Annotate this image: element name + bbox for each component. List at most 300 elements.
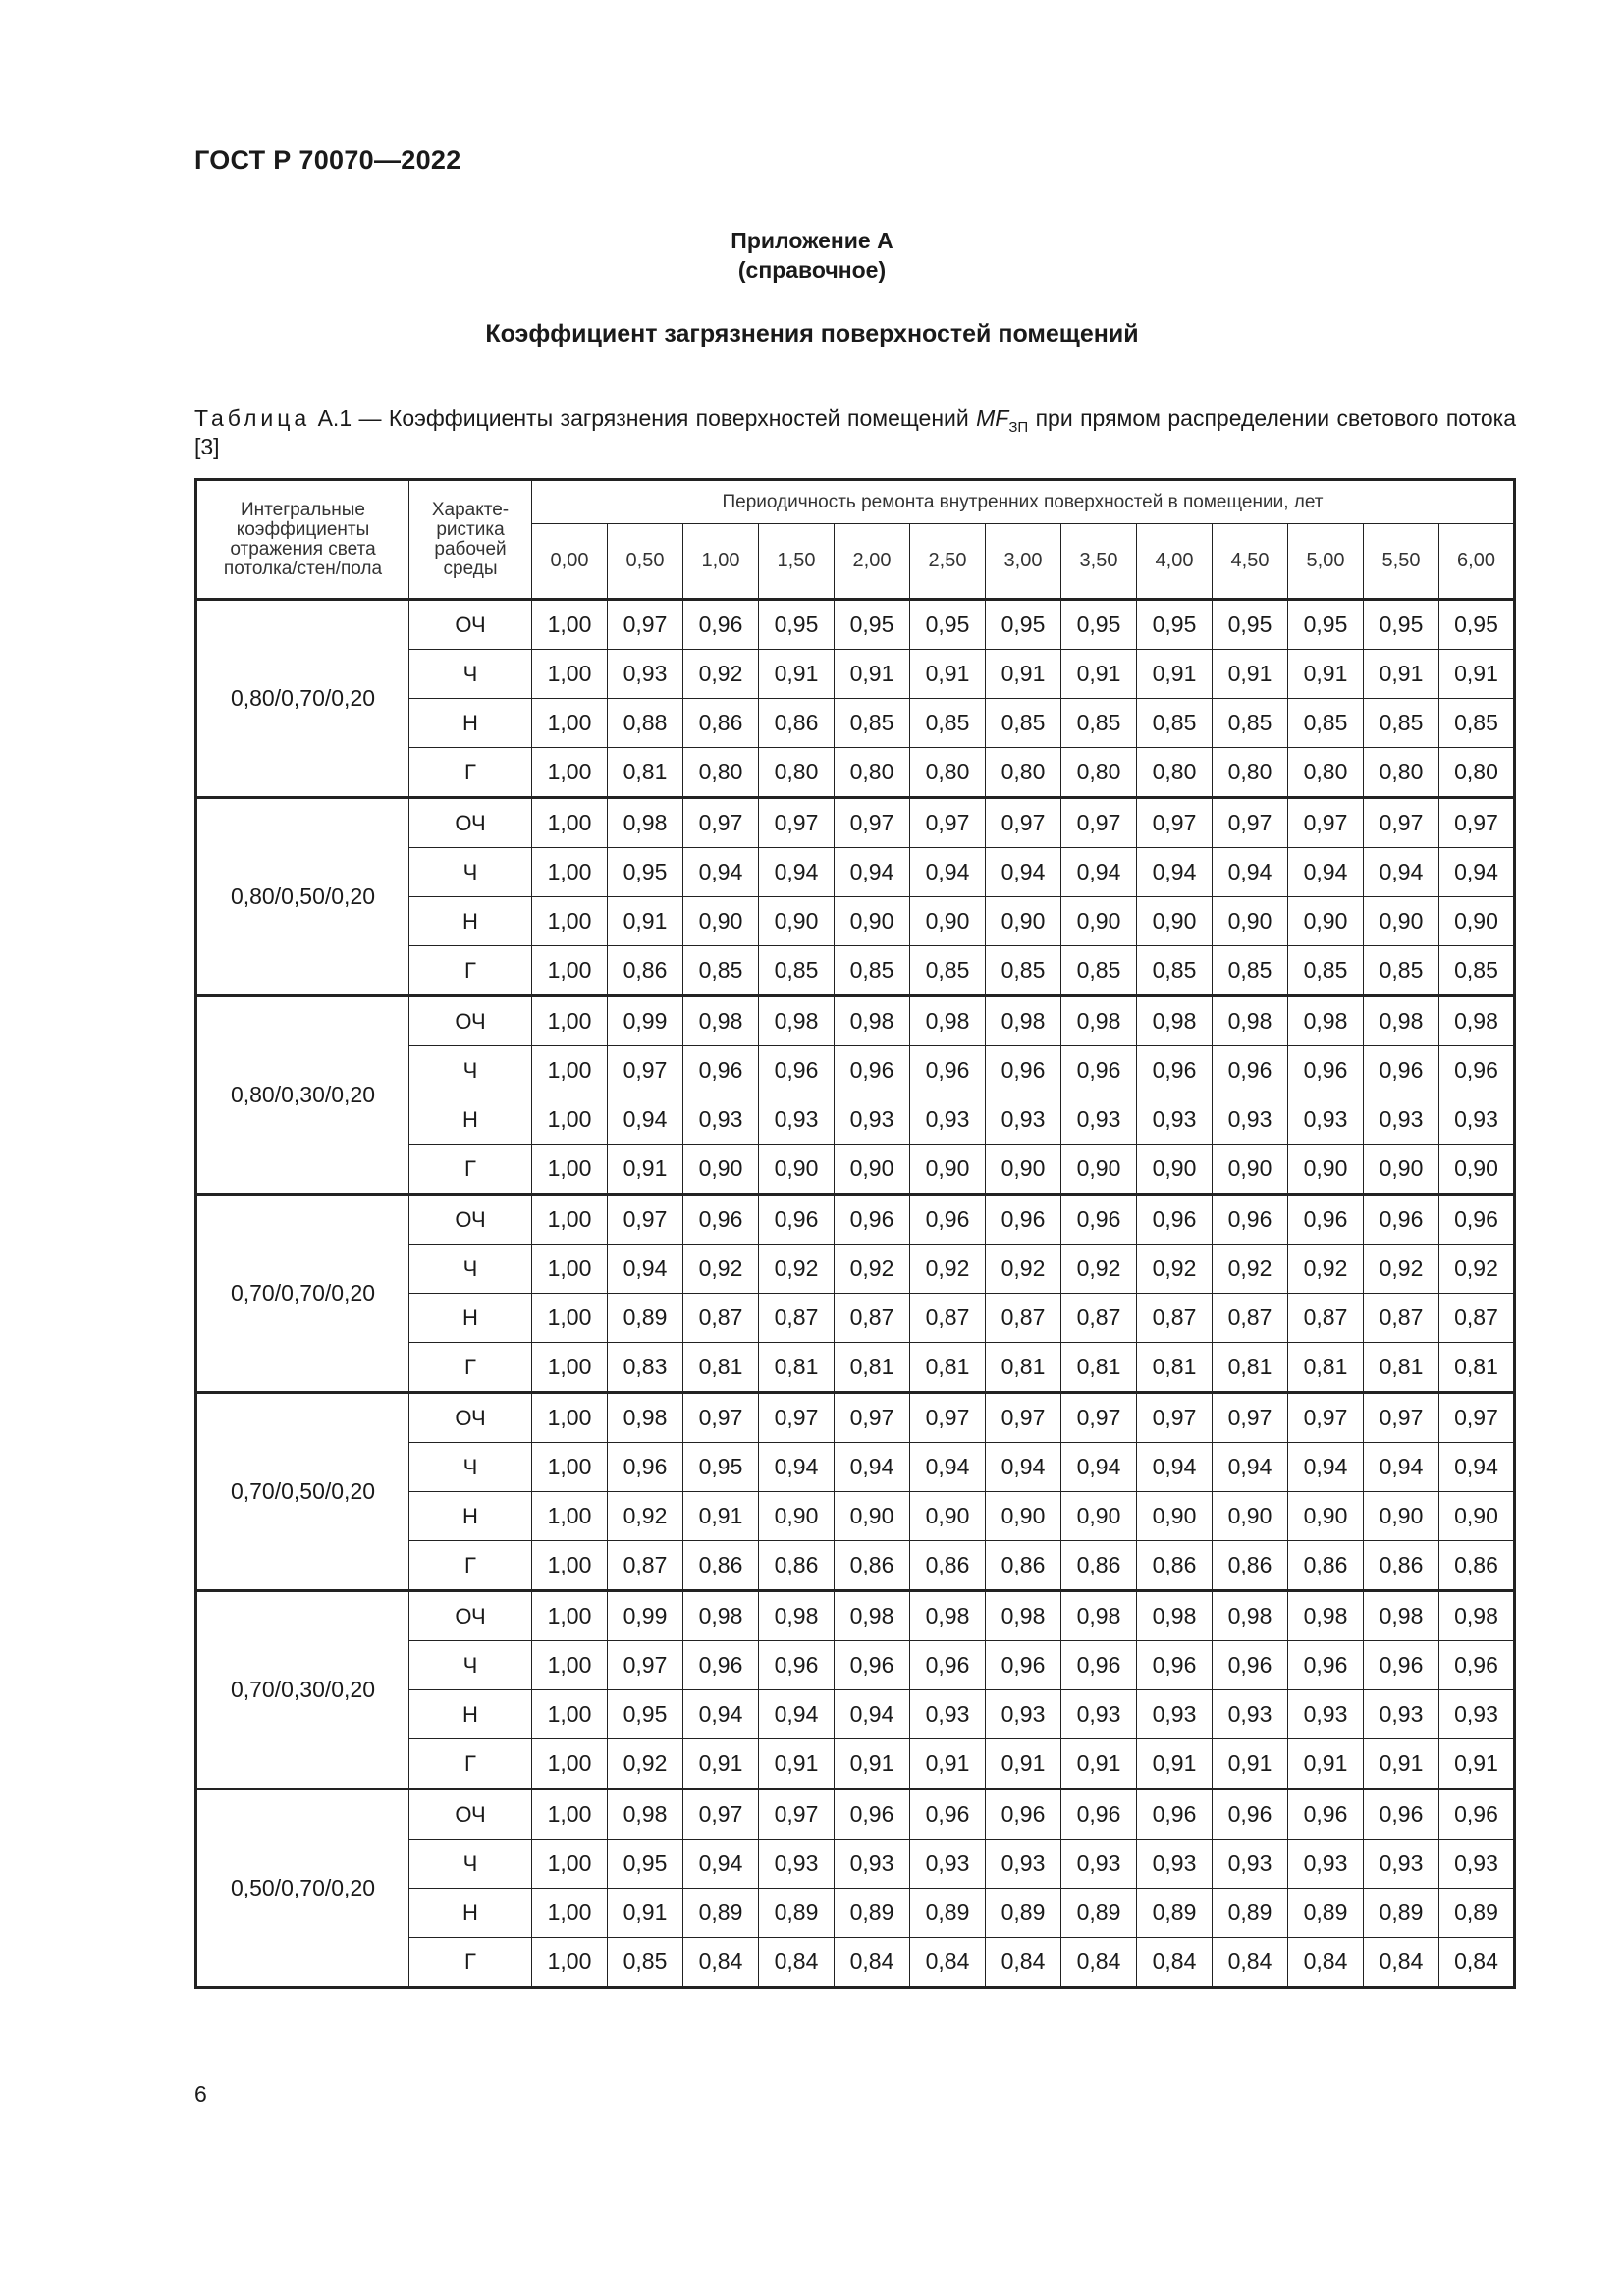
value-cell: 1,00 [532, 1840, 608, 1889]
value-cell: 0,97 [1288, 1393, 1364, 1443]
medium-cell: ОЧ [409, 600, 532, 650]
value-cell: 1,00 [532, 600, 608, 650]
value-cell: 0,97 [1364, 1393, 1439, 1443]
period-header-cell: 6,00 [1439, 524, 1515, 600]
value-cell: 0,94 [759, 848, 835, 897]
value-cell: 0,93 [683, 1095, 759, 1145]
period-header-cell: 3,50 [1061, 524, 1137, 600]
medium-cell: Ч [409, 1245, 532, 1294]
value-cell: 0,91 [835, 1739, 910, 1789]
value-cell: 0,90 [1137, 897, 1213, 946]
value-cell: 0,93 [1061, 1690, 1137, 1739]
value-cell: 0,99 [608, 1591, 683, 1641]
value-cell: 0,95 [759, 600, 835, 650]
value-cell: 1,00 [532, 1492, 608, 1541]
value-cell: 0,90 [1213, 897, 1288, 946]
value-cell: 0,98 [1137, 1591, 1213, 1641]
value-cell: 0,85 [835, 946, 910, 996]
value-cell: 0,96 [1364, 1789, 1439, 1840]
value-cell: 0,97 [608, 600, 683, 650]
value-cell: 0,95 [1137, 600, 1213, 650]
table-row [196, 1591, 1515, 1641]
value-cell: 0,81 [759, 1343, 835, 1393]
value-cell: 0,93 [1061, 1840, 1137, 1889]
value-cell: 0,86 [1439, 1541, 1515, 1591]
value-cell: 0,89 [1364, 1889, 1439, 1938]
value-cell: 0,97 [608, 1046, 683, 1095]
value-cell: 0,89 [835, 1889, 910, 1938]
period-header-cell: 5,50 [1364, 524, 1439, 600]
medium-cell: Ч [409, 1840, 532, 1889]
value-cell: 0,94 [986, 848, 1061, 897]
value-cell: 0,93 [835, 1840, 910, 1889]
value-cell: 0,86 [1288, 1541, 1364, 1591]
value-cell: 0,90 [1439, 897, 1515, 946]
value-cell: 1,00 [532, 1690, 608, 1739]
value-cell: 0,91 [683, 1739, 759, 1789]
period-header-cell: 5,00 [1288, 524, 1364, 600]
value-cell: 0,96 [835, 1195, 910, 1245]
value-cell: 1,00 [532, 1195, 608, 1245]
value-cell: 0,97 [759, 798, 835, 848]
value-cell: 0,80 [1288, 748, 1364, 798]
value-cell: 0,86 [910, 1541, 986, 1591]
medium-cell: ОЧ [409, 996, 532, 1046]
value-cell: 0,84 [759, 1938, 835, 1988]
value-cell: 0,91 [1439, 1739, 1515, 1789]
value-cell: 0,94 [683, 1840, 759, 1889]
value-cell: 0,94 [1288, 1443, 1364, 1492]
value-cell: 0,87 [759, 1294, 835, 1343]
value-cell: 0,94 [1439, 1443, 1515, 1492]
table-row [196, 996, 1515, 1046]
period-header-cell: 3,00 [986, 524, 1061, 600]
period-header-cell: 2,50 [910, 524, 986, 600]
value-cell: 0,92 [759, 1245, 835, 1294]
value-cell: 0,95 [608, 1690, 683, 1739]
value-cell: 0,91 [608, 1889, 683, 1938]
value-cell: 0,89 [1439, 1889, 1515, 1938]
value-cell: 0,98 [1213, 1591, 1288, 1641]
table-row [196, 600, 1515, 650]
value-cell: 0,96 [910, 1195, 986, 1245]
page-number: 6 [194, 2081, 207, 2107]
value-cell: 0,94 [910, 848, 986, 897]
value-cell: 0,89 [1288, 1889, 1364, 1938]
value-cell: 0,94 [759, 1443, 835, 1492]
value-cell: 0,84 [986, 1938, 1061, 1988]
value-cell: 0,90 [683, 1145, 759, 1195]
value-cell: 1,00 [532, 1541, 608, 1591]
reflection-group-cell: 0,80/0,30/0,20 [196, 996, 409, 1195]
value-cell: 0,90 [1439, 1492, 1515, 1541]
value-cell: 0,85 [1213, 946, 1288, 996]
value-cell: 0,95 [986, 600, 1061, 650]
medium-cell: Г [409, 1145, 532, 1195]
value-cell: 0,85 [608, 1938, 683, 1988]
value-cell: 0,90 [1364, 1492, 1439, 1541]
value-cell: 0,87 [986, 1294, 1061, 1343]
value-cell: 0,91 [986, 1739, 1061, 1789]
value-cell: 0,98 [1439, 996, 1515, 1046]
value-cell: 0,85 [1364, 946, 1439, 996]
value-cell: 0,97 [608, 1195, 683, 1245]
value-cell: 0,87 [683, 1294, 759, 1343]
value-cell: 0,92 [1061, 1245, 1137, 1294]
value-cell: 0,91 [1439, 650, 1515, 699]
value-cell: 0,96 [835, 1046, 910, 1095]
value-cell: 0,89 [986, 1889, 1061, 1938]
value-cell: 0,97 [683, 1393, 759, 1443]
table-row [196, 1195, 1515, 1245]
value-cell: 1,00 [532, 699, 608, 748]
value-cell: 1,00 [532, 650, 608, 699]
value-cell: 0,97 [1439, 798, 1515, 848]
value-cell: 1,00 [532, 748, 608, 798]
value-cell: 0,98 [683, 1591, 759, 1641]
value-cell: 0,86 [986, 1541, 1061, 1591]
value-cell: 0,98 [1213, 996, 1288, 1046]
value-cell: 0,94 [1213, 1443, 1288, 1492]
value-cell: 0,96 [986, 1641, 1061, 1690]
value-cell: 0,85 [1137, 946, 1213, 996]
value-cell: 0,90 [1213, 1492, 1288, 1541]
value-cell: 0,93 [910, 1690, 986, 1739]
value-cell: 0,94 [1137, 1443, 1213, 1492]
value-cell: 0,91 [1364, 650, 1439, 699]
value-cell: 0,92 [608, 1739, 683, 1789]
medium-cell: Н [409, 1492, 532, 1541]
value-cell: 0,90 [1439, 1145, 1515, 1195]
value-cell: 0,91 [1213, 1739, 1288, 1789]
value-cell: 0,97 [759, 1393, 835, 1443]
value-cell: 0,96 [1364, 1046, 1439, 1095]
value-cell: 0,89 [1061, 1889, 1137, 1938]
value-cell: 0,85 [1137, 699, 1213, 748]
value-cell: 0,85 [835, 699, 910, 748]
value-cell: 0,98 [835, 996, 910, 1046]
medium-cell: Н [409, 1294, 532, 1343]
value-cell: 0,80 [683, 748, 759, 798]
value-cell: 0,98 [1288, 996, 1364, 1046]
value-cell: 0,94 [683, 848, 759, 897]
value-cell: 0,95 [835, 600, 910, 650]
value-cell: 0,84 [683, 1938, 759, 1988]
value-cell: 0,92 [1288, 1245, 1364, 1294]
value-cell: 0,95 [1364, 600, 1439, 650]
value-cell: 0,93 [1213, 1690, 1288, 1739]
value-cell: 0,85 [1288, 946, 1364, 996]
value-cell: 0,93 [1364, 1840, 1439, 1889]
value-cell: 0,81 [1439, 1343, 1515, 1393]
value-cell: 0,93 [1213, 1095, 1288, 1145]
value-cell: 0,95 [608, 848, 683, 897]
period-header-cell: 0,50 [608, 524, 683, 600]
value-cell: 0,94 [1364, 848, 1439, 897]
value-cell: 0,96 [1364, 1195, 1439, 1245]
caption-symbol-main: MF [976, 405, 1009, 431]
value-cell: 0,92 [1364, 1245, 1439, 1294]
value-cell: 0,90 [1288, 1145, 1364, 1195]
annex-subtitle: (справочное) [737, 257, 887, 283]
value-cell: 0,91 [759, 1739, 835, 1789]
value-cell: 0,87 [1213, 1294, 1288, 1343]
value-cell: 0,94 [1061, 848, 1137, 897]
value-cell: 0,94 [683, 1690, 759, 1739]
value-cell: 0,97 [1137, 798, 1213, 848]
medium-cell: ОЧ [409, 1789, 532, 1840]
value-cell: 0,90 [910, 897, 986, 946]
value-cell: 0,94 [1137, 848, 1213, 897]
table-row [196, 1789, 1515, 1840]
value-cell: 0,91 [1288, 1739, 1364, 1789]
value-cell: 0,81 [1213, 1343, 1288, 1393]
value-cell: 0,85 [910, 699, 986, 748]
section-title: Коэффициент загрязнения поверхностей помещений [485, 320, 1139, 347]
value-cell: 0,93 [986, 1095, 1061, 1145]
value-cell: 0,98 [835, 1591, 910, 1641]
caption-symbol [976, 405, 1029, 436]
value-cell: 0,84 [1364, 1938, 1439, 1988]
medium-cell: Ч [409, 650, 532, 699]
value-cell: 0,96 [1439, 1046, 1515, 1095]
value-cell: 0,96 [835, 1789, 910, 1840]
value-cell: 0,94 [910, 1443, 986, 1492]
value-cell: 0,92 [835, 1245, 910, 1294]
value-cell: 0,86 [1061, 1541, 1137, 1591]
medium-cell: Г [409, 1541, 532, 1591]
value-cell: 0,95 [1288, 600, 1364, 650]
value-cell: 0,96 [1439, 1789, 1515, 1840]
value-cell: 0,98 [910, 996, 986, 1046]
value-cell: 0,98 [910, 1591, 986, 1641]
annex-title: Приложение А [731, 228, 893, 253]
value-cell: 0,91 [835, 650, 910, 699]
value-cell: 0,96 [683, 1195, 759, 1245]
value-cell: 0,89 [759, 1889, 835, 1938]
value-cell: 0,96 [1288, 1789, 1364, 1840]
value-cell: 1,00 [532, 798, 608, 848]
value-cell: 0,96 [1137, 1641, 1213, 1690]
annex-heading [0, 226, 1624, 285]
value-cell: 0,90 [835, 1492, 910, 1541]
value-cell: 1,00 [532, 1245, 608, 1294]
value-cell: 0,93 [1364, 1095, 1439, 1145]
value-cell: 0,96 [1213, 1641, 1288, 1690]
value-cell: 0,94 [1213, 848, 1288, 897]
value-cell: 1,00 [532, 1591, 608, 1641]
value-cell: 0,90 [683, 897, 759, 946]
value-cell: 0,98 [986, 1591, 1061, 1641]
value-cell: 0,90 [986, 897, 1061, 946]
value-cell: 0,90 [1061, 1492, 1137, 1541]
header-reflection: Интегральные коэффициенты отражения света потолка/стен/пола [196, 480, 409, 600]
value-cell: 0,92 [683, 650, 759, 699]
value-cell: 0,85 [910, 946, 986, 996]
value-cell: 0,96 [986, 1789, 1061, 1840]
value-cell: 0,90 [1364, 1145, 1439, 1195]
value-cell: 0,96 [683, 1046, 759, 1095]
reflection-group-cell: 0,70/0,30/0,20 [196, 1591, 409, 1789]
value-cell: 1,00 [532, 1641, 608, 1690]
value-cell: 0,80 [1061, 748, 1137, 798]
value-cell: 0,90 [1288, 897, 1364, 946]
medium-cell: ОЧ [409, 1195, 532, 1245]
medium-cell: Ч [409, 1443, 532, 1492]
value-cell: 1,00 [532, 1938, 608, 1988]
value-cell: 0,94 [1439, 848, 1515, 897]
value-cell: 0,93 [1364, 1690, 1439, 1739]
value-cell: 0,98 [1061, 996, 1137, 1046]
value-cell: 0,80 [1439, 748, 1515, 798]
value-cell: 0,95 [1061, 600, 1137, 650]
value-cell: 0,93 [1288, 1840, 1364, 1889]
value-cell: 0,97 [986, 1393, 1061, 1443]
value-cell: 0,96 [835, 1641, 910, 1690]
value-cell: 0,98 [608, 798, 683, 848]
value-cell: 0,95 [608, 1840, 683, 1889]
value-cell: 0,94 [608, 1245, 683, 1294]
value-cell: 0,96 [1213, 1046, 1288, 1095]
value-cell: 0,96 [759, 1046, 835, 1095]
value-cell: 1,00 [532, 996, 608, 1046]
reflection-group-cell: 0,70/0,70/0,20 [196, 1195, 409, 1393]
value-cell: 0,84 [1439, 1938, 1515, 1988]
value-cell: 0,90 [759, 1492, 835, 1541]
value-cell: 0,94 [608, 1095, 683, 1145]
period-header-cell: 1,00 [683, 524, 759, 600]
value-cell: 0,96 [1439, 1195, 1515, 1245]
value-cell: 0,85 [683, 946, 759, 996]
value-cell: 0,85 [1439, 946, 1515, 996]
value-cell: 0,90 [835, 1145, 910, 1195]
value-cell: 0,90 [1364, 897, 1439, 946]
value-cell: 0,96 [1061, 1641, 1137, 1690]
value-cell: 0,96 [1061, 1046, 1137, 1095]
value-cell: 0,90 [1137, 1492, 1213, 1541]
value-cell: 0,91 [910, 1739, 986, 1789]
value-cell: 0,97 [1061, 798, 1137, 848]
value-cell: 0,94 [986, 1443, 1061, 1492]
value-cell: 0,85 [759, 946, 835, 996]
value-cell: 0,92 [608, 1492, 683, 1541]
value-cell: 0,90 [1137, 1145, 1213, 1195]
value-cell: 0,85 [1288, 699, 1364, 748]
value-cell: 0,92 [1213, 1245, 1288, 1294]
value-cell: 0,81 [1061, 1343, 1137, 1393]
value-cell: 0,97 [1213, 1393, 1288, 1443]
value-cell: 0,98 [608, 1393, 683, 1443]
medium-cell: Н [409, 1889, 532, 1938]
value-cell: 0,94 [835, 1690, 910, 1739]
value-cell: 0,97 [683, 798, 759, 848]
value-cell: 0,96 [1213, 1789, 1288, 1840]
value-cell: 0,92 [683, 1245, 759, 1294]
medium-cell: Г [409, 1938, 532, 1988]
value-cell: 0,98 [1288, 1591, 1364, 1641]
value-cell: 0,98 [1137, 996, 1213, 1046]
caption-symbol-subscript: ЗП [1008, 419, 1029, 436]
value-cell: 1,00 [532, 1343, 608, 1393]
table-header [196, 480, 1515, 600]
value-cell: 0,91 [1288, 650, 1364, 699]
value-cell: 0,80 [986, 748, 1061, 798]
value-cell: 1,00 [532, 1889, 608, 1938]
value-cell: 0,83 [608, 1343, 683, 1393]
value-cell: 0,90 [759, 1145, 835, 1195]
value-cell: 0,92 [1137, 1245, 1213, 1294]
value-cell: 0,81 [683, 1343, 759, 1393]
value-cell: 0,97 [1288, 798, 1364, 848]
value-cell: 0,92 [910, 1245, 986, 1294]
value-cell: 0,80 [1364, 748, 1439, 798]
value-cell: 0,90 [759, 897, 835, 946]
value-cell: 0,84 [835, 1938, 910, 1988]
value-cell: 0,96 [1364, 1641, 1439, 1690]
value-cell: 0,81 [986, 1343, 1061, 1393]
caption-text: при прямом распределении светового потока [3] [194, 405, 1516, 459]
value-cell: 0,87 [1137, 1294, 1213, 1343]
value-cell: 0,94 [1288, 848, 1364, 897]
medium-cell: Ч [409, 1641, 532, 1690]
value-cell: 0,86 [1364, 1541, 1439, 1591]
value-cell: 0,94 [835, 848, 910, 897]
value-cell: 0,96 [759, 1195, 835, 1245]
period-header-cell: 4,00 [1137, 524, 1213, 600]
value-cell: 0,93 [1439, 1690, 1515, 1739]
value-cell: 0,93 [1213, 1840, 1288, 1889]
value-cell: 0,98 [1439, 1591, 1515, 1641]
medium-cell: Г [409, 1739, 532, 1789]
value-cell: 0,87 [910, 1294, 986, 1343]
value-cell: 0,96 [1061, 1195, 1137, 1245]
value-cell: 0,86 [608, 946, 683, 996]
value-cell: 0,96 [1439, 1641, 1515, 1690]
value-cell: 0,93 [608, 650, 683, 699]
value-cell: 0,91 [1213, 650, 1288, 699]
value-cell: 0,80 [1137, 748, 1213, 798]
value-cell: 0,91 [910, 650, 986, 699]
value-cell: 0,93 [1137, 1840, 1213, 1889]
value-cell: 0,96 [986, 1046, 1061, 1095]
medium-cell: ОЧ [409, 1393, 532, 1443]
value-cell: 0,87 [1288, 1294, 1364, 1343]
value-cell: 0,85 [986, 946, 1061, 996]
value-cell: 0,96 [1137, 1046, 1213, 1095]
value-cell: 0,84 [1061, 1938, 1137, 1988]
value-cell: 0,93 [986, 1840, 1061, 1889]
period-header-cell: 4,50 [1213, 524, 1288, 600]
value-cell: 0,97 [1137, 1393, 1213, 1443]
value-cell: 0,86 [759, 1541, 835, 1591]
medium-cell: Н [409, 699, 532, 748]
value-cell: 0,90 [1213, 1145, 1288, 1195]
caption-number: А.1 — Коэффициенты загрязнения поверхностей помещений [310, 405, 977, 431]
value-cell: 0,96 [1288, 1046, 1364, 1095]
value-cell: 1,00 [532, 1046, 608, 1095]
value-cell: 0,84 [1288, 1938, 1364, 1988]
value-cell: 0,97 [1061, 1393, 1137, 1443]
value-cell: 0,91 [1137, 650, 1213, 699]
value-cell: 0,96 [1213, 1195, 1288, 1245]
value-cell: 0,86 [1213, 1541, 1288, 1591]
value-cell: 0,85 [1439, 699, 1515, 748]
value-cell: 0,97 [910, 798, 986, 848]
medium-cell: ОЧ [409, 1591, 532, 1641]
table-caption [194, 404, 1516, 461]
value-cell: 0,87 [1364, 1294, 1439, 1343]
value-cell: 0,90 [910, 1145, 986, 1195]
